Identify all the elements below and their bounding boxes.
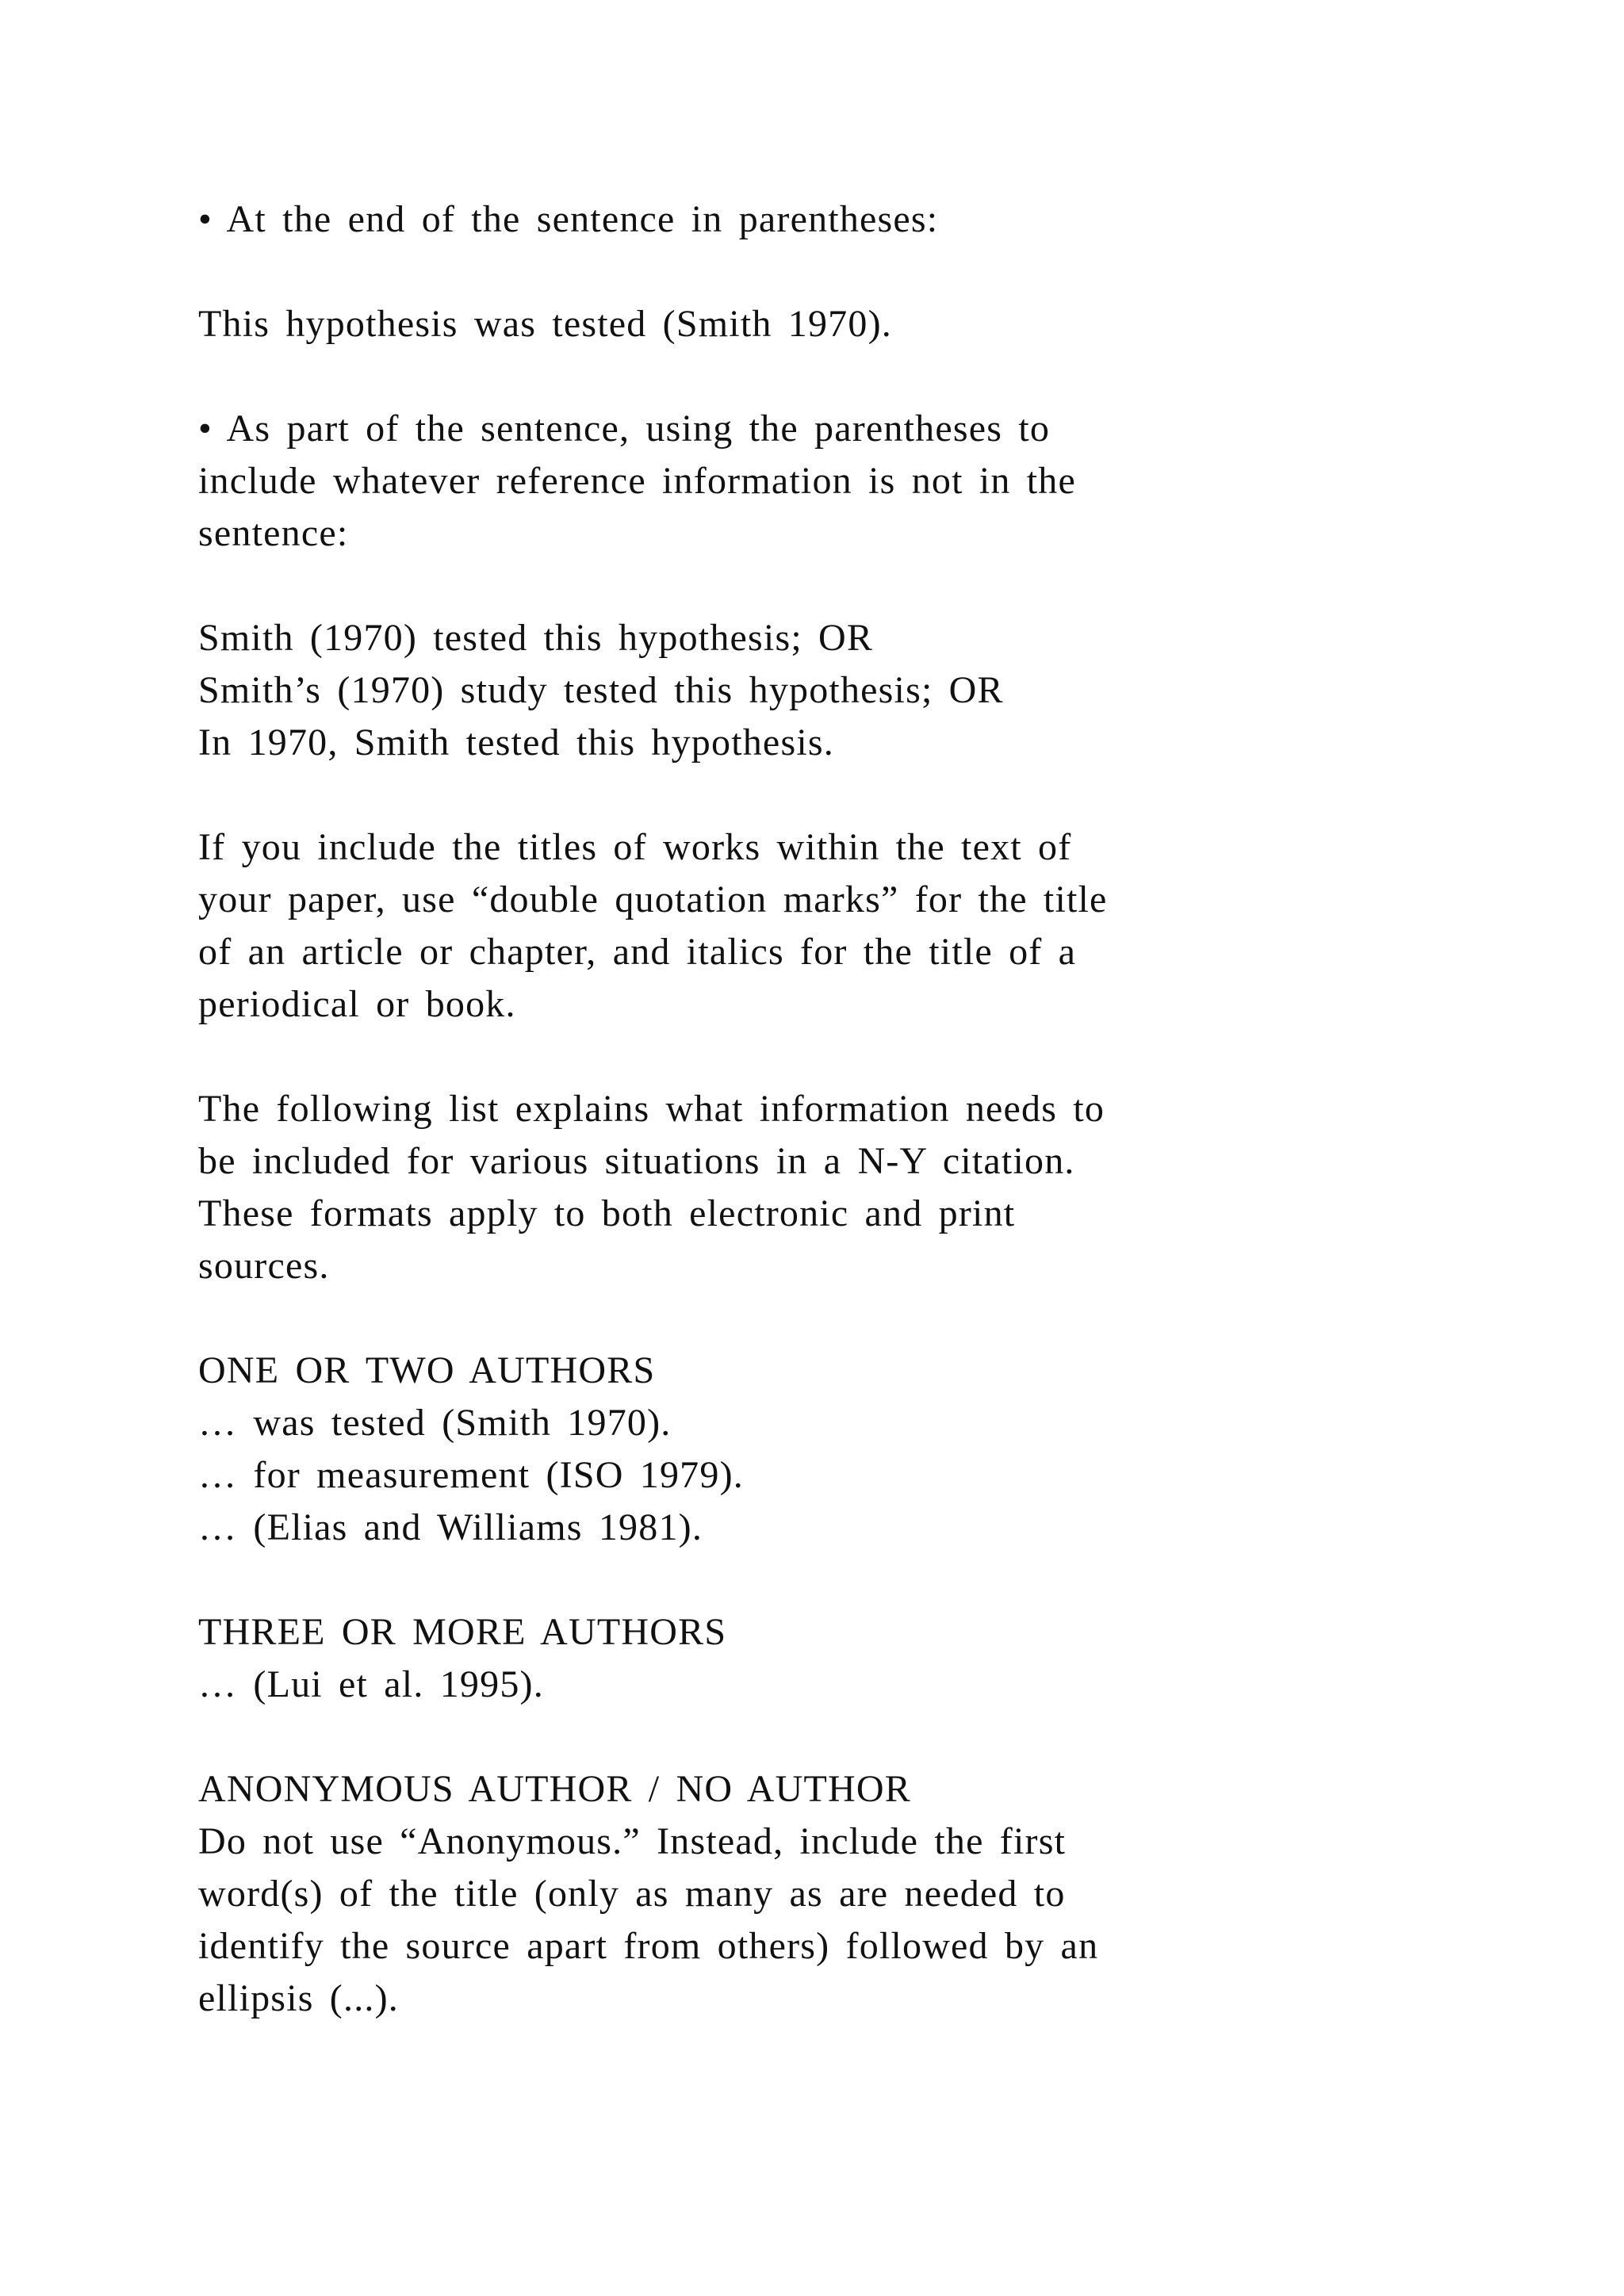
anonymous-paragraph-line: identify the source apart from others) followed by an: [198, 1925, 1099, 1967]
three-more-authors-example: … (Lui et al. 1995).: [198, 1663, 544, 1705]
paragraph-gap: [198, 1554, 1530, 1606]
bullet-end-of-sentence: • At the end of the sentence in parentheses:: [198, 198, 939, 240]
section-heading-anonymous-author: ANONYMOUS AUTHOR / NO AUTHOR: [198, 1768, 911, 1810]
titles-paragraph-line: If you include the titles of works within the text of: [198, 826, 1072, 868]
example-part-of-sentence: Smith’s (1970) study tested this hypothesis; OR: [198, 669, 1004, 711]
anonymous-paragraph-line: Do not use “Anonymous.” Instead, include the first: [198, 1820, 1067, 1862]
section-heading-three-more-authors: THREE OR MORE AUTHORS: [198, 1611, 727, 1653]
section-heading-one-two-authors: ONE OR TWO AUTHORS: [198, 1349, 656, 1391]
bullet-part-of-sentence-line: • As part of the sentence, using the parentheses to: [198, 408, 1051, 450]
bullet-part-of-sentence-line: sentence:: [198, 512, 349, 554]
titles-paragraph-line: your paper, use “double quotation marks” for the title: [198, 878, 1108, 920]
list-paragraph-line: be included for various situations in a N-Y citation.: [198, 1140, 1075, 1182]
bullet-part-of-sentence-line: include whatever reference information is not in the: [198, 460, 1077, 502]
one-two-authors-example: … for measurement (ISO 1979).: [198, 1454, 744, 1496]
example-end-of-sentence: This hypothesis was tested (Smith 1970).: [198, 303, 892, 345]
titles-paragraph-line: periodical or book.: [198, 983, 516, 1025]
paragraph-gap: [198, 350, 1530, 403]
paragraph-gap: [198, 769, 1530, 821]
paragraph-gap: [198, 1711, 1530, 1763]
one-two-authors-example: … was tested (Smith 1970).: [198, 1402, 672, 1444]
paragraph-gap: [198, 1292, 1530, 1345]
anonymous-paragraph-line: ellipsis (...).: [198, 1977, 399, 2019]
paragraph-gap: [198, 246, 1530, 298]
paragraph-gap: [198, 560, 1530, 612]
example-part-of-sentence: Smith (1970) tested this hypothesis; OR: [198, 617, 874, 659]
list-paragraph-line: sources.: [198, 1245, 330, 1287]
anonymous-paragraph-line: word(s) of the title (only as many as are needed to: [198, 1873, 1066, 1915]
one-two-authors-example: … (Elias and Williams 1981).: [198, 1506, 703, 1548]
list-paragraph-line: The following list explains what information needs to: [198, 1088, 1105, 1130]
document-body: [198, 193, 1530, 2025]
titles-paragraph-line: of an article or chapter, and italics for the title of a: [198, 931, 1077, 973]
list-paragraph-line: These formats apply to both electronic and print: [198, 1192, 1016, 1234]
example-part-of-sentence: In 1970, Smith tested this hypothesis.: [198, 721, 834, 763]
paragraph-gap: [198, 1031, 1530, 1083]
